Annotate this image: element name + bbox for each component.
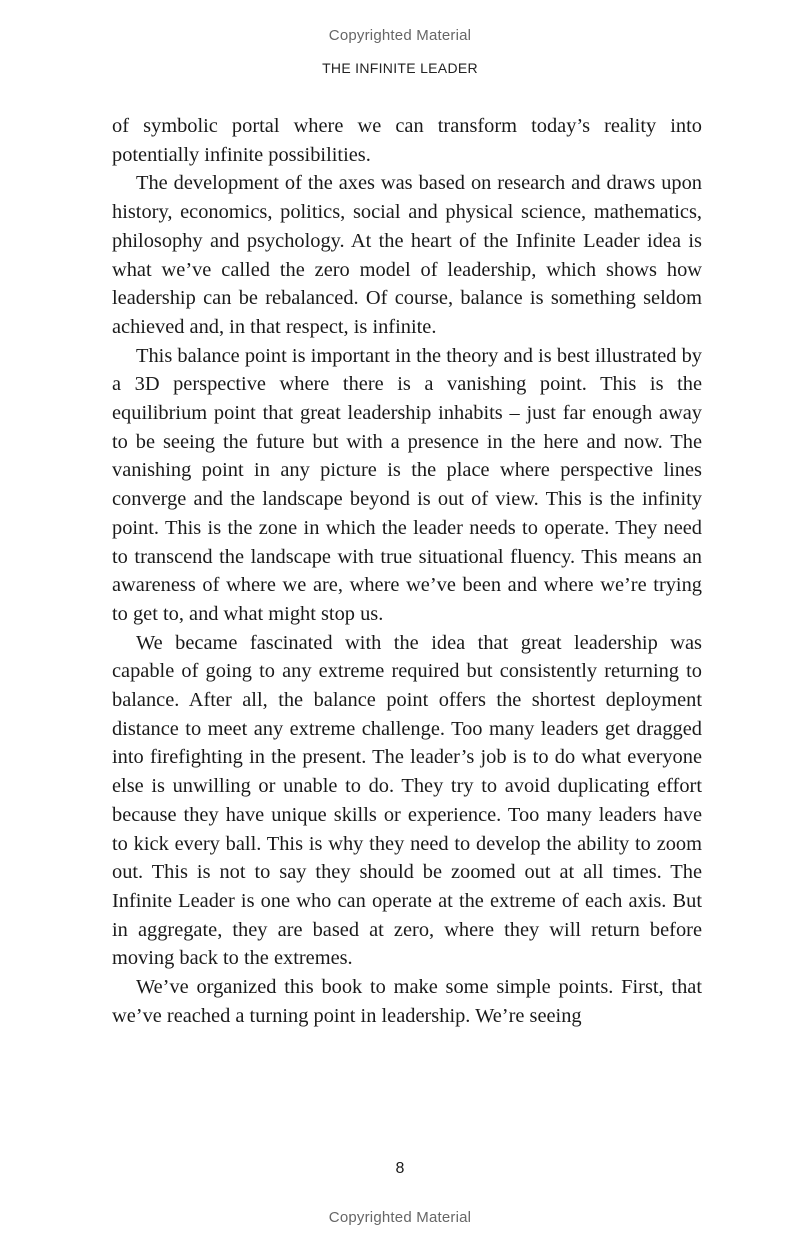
- paragraph-5: We’ve organized this book to make some simple points. First, that we’ve reached a turning point in leadership. We’re seeing: [112, 976, 702, 1027]
- copyright-watermark-top: Copyrighted Material: [328, 27, 472, 44]
- paragraph-4: We became fascinated with the idea that great leadership was capable of going to any extreme required but consistently returning to balance. After all, the balance point offers the shortest deployment distance to meet any extreme challenge. Too many leaders get dragged into firefighting in the present. The leader’s job is to do what everyone else is unwilling or unable to do. They try to avoid duplicating effort because they have unique skills or experience. Too many leaders have to kick every ball. This is why they need to develop the ability to zoom out. This is not to say they should be zoomed out at all times. The Infinite Leader is one who can operate at the extreme of each axis. But in aggregate, they are based at zero, where they will return before moving back to the extremes.: [112, 631, 702, 970]
- paragraph-1: of symbolic portal where we can transform today’s reality into potentially infinite possibilities.: [112, 115, 702, 166]
- page-number: 8: [395, 1160, 405, 1177]
- paragraph-3: This balance point is important in the theory and is best illustrated by a 3D perspective where there is a vanishing point. This is the equilibrium point that great leadership inhabits – just far enough away to be seeing the future but with a presence in the here and now. The vanishing point in any picture is the place where perspective lines converge and the landscape beyond is out of view. This is the infinity point. This is the zone in which the leader needs to operate. They need to transcend the landscape with true situational fluency. This means an awareness of where we are, where we’ve been and where we’re trying to get to, and what might stop us.: [112, 344, 702, 625]
- running-head: THE INFINITE LEADER: [322, 60, 478, 76]
- body-text: [112, 112, 702, 1031]
- copyright-watermark-bottom: Copyrighted Material: [328, 1209, 472, 1226]
- paragraph-2: The development of the axes was based on research and draws upon history, economics, politics, social and physical science, mathematics, philosophy and psychology. At the heart of the Infinite Leader idea is what we’ve called the zero model of leadership, which shows how leadership can be rebalanced. Of course, balance is something seldom achieved and, in that respect, is infinite.: [112, 172, 702, 338]
